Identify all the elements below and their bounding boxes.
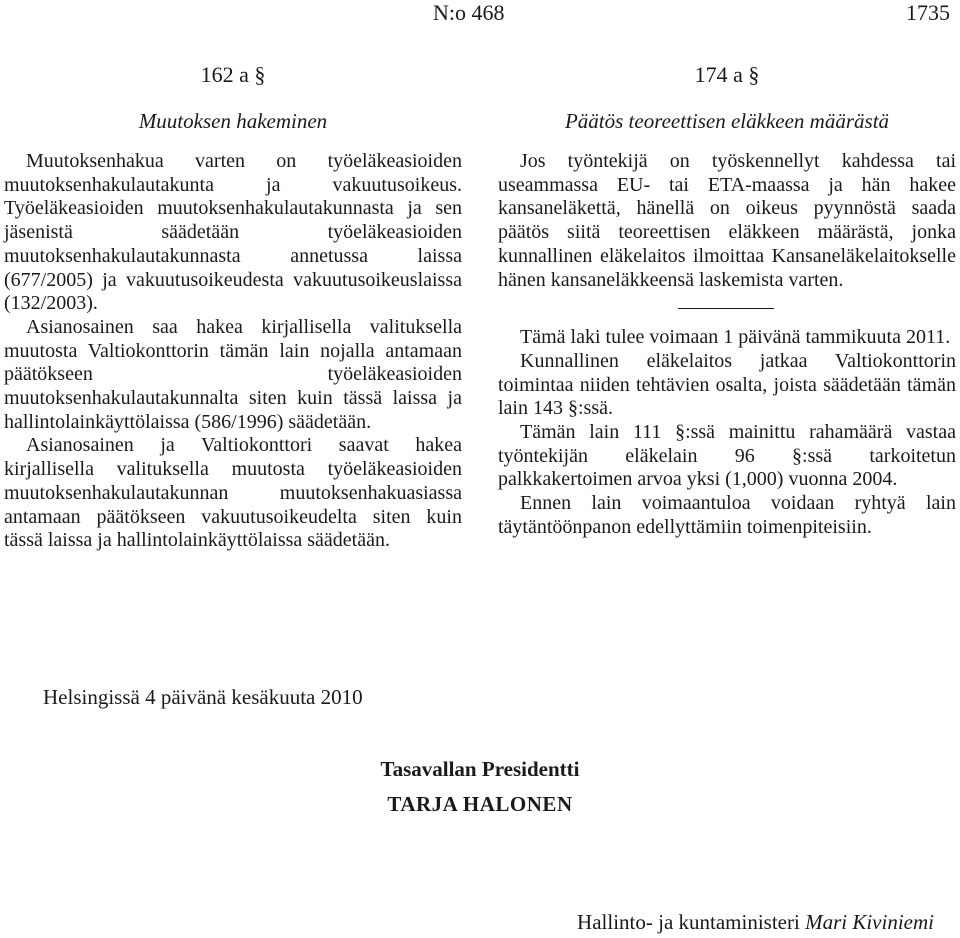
entry-into-force-paragraph: Tämä laki tulee voimaan 1 päivänä tammikuuta 2011. [520,326,951,349]
issue-number: N:o 468 [433,0,505,25]
paragraph: Muutoksenhakua varten on työeläkeasioiden muutoksenhakulautakunta ja vakuutusoikeus. Työeläkeasioiden muutoksenhakulautakunnasta ja sen jäsenistä säädetään työeläkeasioiden muutoksenhakulautakunnasta annetussa laissa (677/2005) ja vakuutusoikeudesta vakuutusoikeuslaissa (132/2003). [4,150,462,315]
minister-name: Mari Kiviniemi [805,910,934,934]
left-column [4,62,462,553]
page-number: 1735 [906,0,950,25]
section-heading-muutoksen-hakeminen: Muutoksen hakeminen [138,109,328,133]
right-column [498,62,956,540]
paragraph: Asianosainen saa hakea kirjallisella valituksella muutosta Valtiokonttorin tämän lain nojalla antamaan päätökseen työeläkeasioiden muutoksenhakulautakunnalta siten kuin tässä laissa ja hallintolainkäyttölaissa (586/1996) säädetään. [4,315,462,433]
section-heading-paatos: Päätös teoreettisen eläkkeen määrästä [564,109,890,133]
divider [498,292,956,326]
president-title: Tasavallan Presidentti [380,757,580,781]
paragraph: Kunnallinen eläkelaitos jatkaa Valtiokonttorin toimintaa niiden tehtävien osalta, joista säädetään tämän lain 143 §:ssä. [498,349,956,420]
section-title-162a: 162 a § [200,62,266,87]
paragraph: Jos työntekijä on työskennellyt kahdessa tai useammassa EU- tai ETA-maassa ja hän hakee kansaneläkettä, hänellä on oikeus pyynnöstä saada päätös siitä teoreettisen eläkkeen määrästä, jonka kunnallinen eläkelaitos ilmoittaa Kansaneläkelaitokselle hänen kansaneläkkeensä laskemista varten. [498,150,956,291]
place-date: Helsingissä 4 päivänä kesäkuuta 2010 [43,685,363,709]
section-title-174a: 174 a § [694,62,760,87]
paragraph: Asianosainen ja Valtiokonttori saavat hakea kirjallisella valituksella muutosta työeläkeasioiden muutoksenhakulautakunnan muutoksenhakuasiassa antamaan päätökseen vakuutusoikeudelta siten kuin tässä laissa ja hallintolainkäyttölaissa säädetään. [4,434,462,552]
paragraph: Ennen lain voimaantuloa voidaan ryhtyä lain täytäntöönpanon edellyttämiin toimenpiteisiin. [498,492,956,538]
paragraph: Tämän lain 111 §:ssä mainittu rahamäärä vastaa työntekijän eläkelain 96 §:ssä tarkoitetun palkkakertoimen arvoa yksi (1,000) vuonna 2004. [498,421,956,491]
president-name: TARJA HALONEN [387,792,573,816]
minister-title: Hallinto- ja kuntaministeri [577,910,800,934]
minister-signature [577,909,934,935]
